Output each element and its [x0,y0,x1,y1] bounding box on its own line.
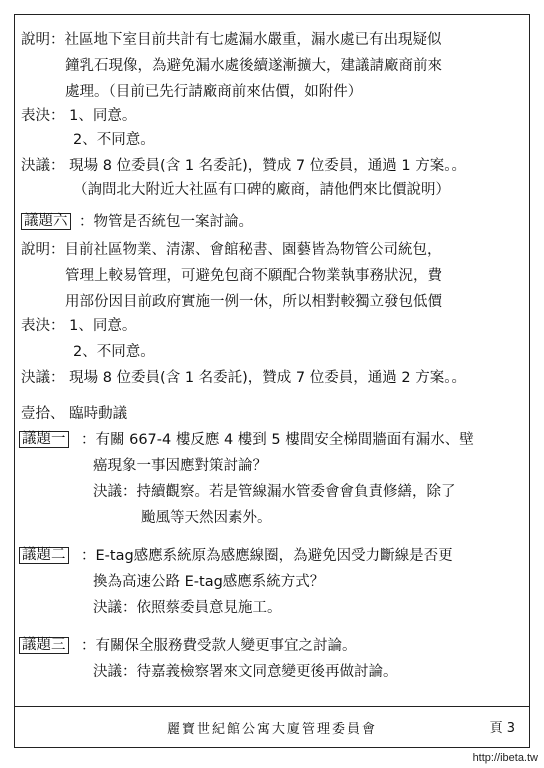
document-line: 2、不同意。 [73,344,155,360]
page-frame [14,14,530,748]
document-line: 2、不同意。 [73,132,155,148]
page-number: 頁 3 [489,721,515,736]
document-line: 颱風等天然因素外。 [141,510,272,526]
footer-title: 麗寶世紀館公寓大廈管理委員會 [166,721,377,737]
document-line: ：有關保全服務費受款人變更事宜之討論。 [81,638,357,654]
document-line: 決議： 現場 8 位委員(含 1 名委託)，贊成 7 位委員，通過 2 方案。。 [21,370,466,386]
document-line: 鐘乳石現像，為避免漏水處後續遂漸擴大，建議請廠商前來 [65,58,442,74]
document-line: ：物管是否統包一案討論。 [79,214,253,230]
document-line: 表決： 1、同意。 [21,318,137,334]
document-line: 處理。（目前已先行請廠商前來估價，如附件） [65,84,363,100]
agenda-item-label [19,547,69,564]
document-line: 用部份因目前政府實施一例一休，所以相對較獨立發包低價 [65,294,442,310]
document-line: 決議：依照蔡委員意見施工。 [93,600,282,616]
agenda-item-label [19,431,69,448]
agenda-item-box: 議題三 [19,637,69,654]
document-line: 壹拾、 臨時動議 [21,406,128,422]
document-line: 決議：持續觀察。若是管線漏水管委會會負責修繕，除了 [93,484,456,500]
agenda-item-label [19,637,69,654]
watermark: http://ibeta.tw [472,752,538,764]
document-line: 決議：待嘉義檢察署來文同意變更後再做討論。 [93,664,398,680]
document-line: 癌現象一事因應對策討論？ [93,458,267,474]
document-line: ：E-tag感應系統原為感應線圈，為避免因受力斷線是否更 [81,548,453,564]
document-line: 換為高速公路 E-tag感應系統方式？ [93,574,325,590]
document-body [15,15,529,747]
agenda-item-box: 議題一 [19,431,69,448]
document-line: （詢問北大附近大社區有口碑的廠商，請他們來比價說明） [73,182,450,198]
document-line: 說明：目前社區物業、清潔、會館秘書、園藝皆為物管公司統包， [21,242,442,258]
agenda-item-box: 議題二 [19,547,69,564]
document-line: 管理上較易管理，可避免包商不願配合物業執事務狀況，費 [65,268,442,284]
page-footer [15,706,529,747]
agenda-item-box: 議題六 [21,213,71,230]
document-line: 說明：社區地下室目前共計有七處漏水嚴重，漏水處已有出現疑似 [21,32,442,48]
document-line: 表決： 1、同意。 [21,108,137,124]
document-line: ：有關 667-4 樓反應 4 樓到 5 樓間安全梯間牆面有漏水、壁 [81,432,474,448]
agenda-item-label [21,213,71,230]
document-line: 決議： 現場 8 位委員(含 1 名委託)，贊成 7 位委員，通過 1 方案。。 [21,158,466,174]
